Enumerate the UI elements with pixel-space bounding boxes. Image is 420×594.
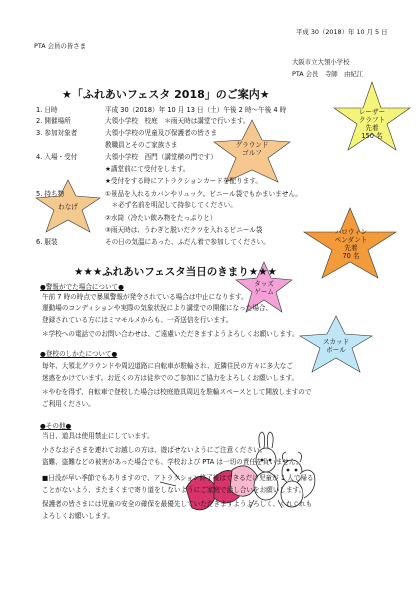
rule-line: 毎年、大領北グラウンドや周辺道路に自転車が駐輪され、近隣住民の方々に多大なご bbox=[42, 362, 293, 370]
header-recipient: PTA 会員の皆さま bbox=[34, 42, 87, 50]
info-value: ★受付をする時にアトラクションカードを配ります。 bbox=[105, 177, 262, 185]
info-label: 1. 日時 bbox=[36, 106, 58, 114]
info-row bbox=[0, 188, 420, 198]
info-value: 大領小学校 校庭 ＊雨天時は講堂で行います。 bbox=[105, 117, 250, 125]
info-value: ＊必ず名前を明記して持参してください。 bbox=[105, 201, 237, 209]
rule-line: ■日没が早い季節でもありますので、アトラクション終了後はできるだけ児童が 1 人で帰る bbox=[42, 474, 314, 482]
rule-line: 当日、道具は使用禁止にしています。 bbox=[42, 432, 154, 440]
info-row bbox=[0, 163, 420, 173]
halloween-label: ハロウィン ペンダント 先着 70 名 bbox=[334, 228, 368, 260]
header-date: 平成 30（2018）年 10 月 5 日 bbox=[296, 28, 388, 36]
ground-golf-label: グラウンド ゴルフ bbox=[235, 141, 269, 157]
tazos-label: タッズ ゲーム bbox=[254, 280, 274, 296]
info-value: 教職員とそのご家族さま bbox=[105, 141, 178, 149]
info-value: 大領小学校の児童及び保護者の皆さま bbox=[105, 129, 218, 137]
bottom-illustration bbox=[160, 432, 315, 510]
info-row bbox=[0, 212, 420, 222]
info-row bbox=[0, 175, 420, 185]
header-school: 大阪市立大領小学校 bbox=[292, 58, 350, 66]
rule-line: 保護者の皆さまには児童の安全の確保を最優先していただきますようよろしく、くれぐれも bbox=[42, 500, 313, 508]
info-label: 3. 参加対象者 bbox=[36, 129, 78, 137]
info-label: 2. 開催場所 bbox=[36, 117, 71, 125]
wanage-label: わなげ bbox=[58, 203, 78, 211]
info-label: 4. 入場・受付 bbox=[36, 153, 78, 161]
info-value: その日の気温にあった、ふだん着で参加してください。 bbox=[105, 238, 270, 246]
rule-heading: ●警報がでた場合について● bbox=[40, 283, 124, 291]
info-row bbox=[0, 151, 420, 161]
scud-label: スカッド ボール bbox=[322, 338, 350, 354]
info-value: 平成 30（2018）年 10 月 13 日（土）午後 2 時～午後 4 時 bbox=[105, 106, 287, 114]
rule-line: 運動場のコンディションや実際の気象状況により講堂での開催になった場合、 bbox=[42, 304, 273, 312]
rule-line: 盗難、盗難などの被害があった場合でも、学校および PTA は一切の責任を負いません。 bbox=[42, 458, 303, 466]
rule-line: 登録されている方にはミマモルメからも、一斉送信を行います。 bbox=[42, 316, 233, 324]
info-row bbox=[0, 139, 420, 149]
info-label: 5. 持ち物 bbox=[36, 190, 65, 198]
laser-craft-label: レーザー クラフト 先着 150 名 bbox=[358, 108, 386, 140]
info-value: ②水筒（冷たい飲み物をたっぷりと） bbox=[105, 214, 217, 222]
info-label: 6. 服装 bbox=[36, 238, 58, 246]
info-value: ①景品を入れるカバンやリュック。ビニール袋でもかまいません。 bbox=[105, 190, 302, 198]
rule-line: 迷惑をかけています。お近くの方は徒歩でのご参加にご協力をよろしくお願いします。 bbox=[42, 374, 299, 382]
info-value: 大領小学校 西門（講堂横の門です） bbox=[105, 153, 218, 161]
header-sender: PTA 会長 寺師 由紀江 bbox=[292, 70, 364, 78]
rule-heading: ●登校のしかたについて● bbox=[40, 350, 118, 358]
rule-heading: ●その他● bbox=[40, 422, 72, 430]
rules-title: ★★★ふれあいフェスタ当日のきまり★★★ bbox=[74, 266, 277, 278]
rule-line: ＊やむを得ず、自転車で登校した場合は校庭遊具周辺を駐輪スペースとして開放しますので bbox=[42, 388, 312, 396]
page-title: ★「ふれあいフェスタ 2018」のご案内★ bbox=[62, 88, 270, 101]
rule-line: 小さなお子さまを連れてお越しの方は、遊ばせないようにご注意ください。 bbox=[42, 446, 267, 454]
info-value: ③雨天時は、うわぎと脱いだクツを入れるビニール袋 bbox=[105, 226, 263, 234]
rule-line: ことがないよう、またまくまで寄り道をしないようにご家庭で話し合いをお願いします。 bbox=[42, 486, 306, 494]
rule-line: ご利用ください。 bbox=[42, 400, 95, 408]
rule-line: ＊学校への電話でのお問い合わせは、ご遠慮いただきますようよろしくお願いします。 bbox=[42, 330, 299, 338]
rule-line: 午前 7 時の時点で暴風警報が発令されている場合は中止になります。 bbox=[42, 293, 248, 301]
rule-line: よろしくお願いします。 bbox=[42, 512, 115, 520]
info-value: ★講堂前にて受付をします。 bbox=[105, 165, 190, 173]
